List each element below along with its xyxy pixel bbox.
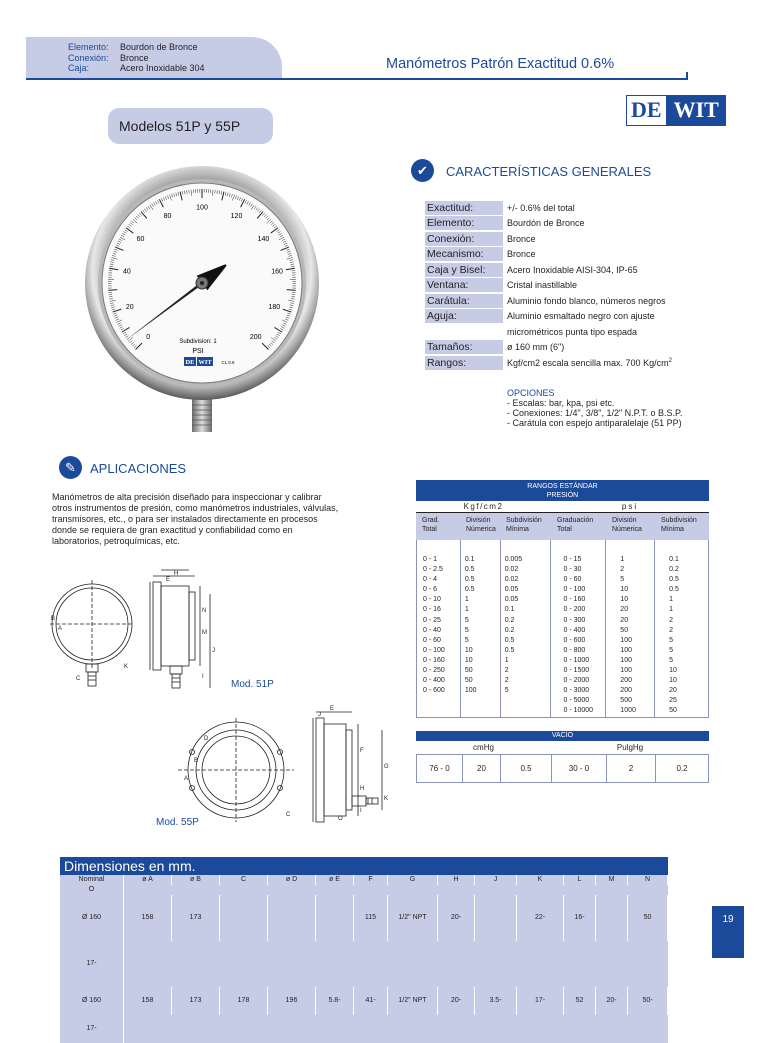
- gauge-illustration: [80, 165, 330, 435]
- applications-title: APLICACIONES: [90, 461, 186, 476]
- spec-row: [425, 247, 672, 263]
- brand-logo: [626, 95, 726, 126]
- ranges-cell: 50: [620, 626, 654, 636]
- ranges-cell: 200: [620, 676, 654, 686]
- spec-value: ø 160 mm (6"): [505, 342, 564, 352]
- spec-value: Bronce: [505, 249, 536, 259]
- dimensions-table: [60, 857, 668, 1043]
- dimensions-cell: [268, 895, 316, 941]
- unit-psi: psi: [551, 501, 709, 512]
- gauge-tick-label: 140: [258, 236, 270, 243]
- ranges-cell: 1: [669, 605, 708, 615]
- dimensions-cell: 1/2" NPT: [388, 895, 438, 941]
- gauge-tick-label: 80: [164, 213, 172, 220]
- dimensions-cell: [220, 895, 268, 941]
- gauge-tick: [287, 290, 296, 291]
- dim-letter: N: [202, 608, 206, 614]
- ranges-cell: 0 - 40: [423, 626, 460, 636]
- ranges-cell: 0 - 400: [563, 626, 605, 636]
- unit-pulghg: PulgHg: [551, 741, 709, 754]
- gauge-tick-label: 100: [196, 205, 208, 212]
- ranges-cell: 0 - 15: [563, 555, 605, 565]
- ranges-cell: 1000: [620, 706, 654, 716]
- ranges-cell: 20: [620, 616, 654, 626]
- dim-letter: A: [58, 626, 62, 632]
- dimensions-cell: F: [354, 875, 388, 885]
- gauge-hub-center: [200, 281, 204, 285]
- spec-row: [425, 355, 672, 371]
- dimensions-cell: 1/2" NPT: [388, 987, 438, 1015]
- ranges-cell: 0.5: [505, 636, 551, 646]
- header-rule: [26, 78, 688, 80]
- ranges-cell: 5: [465, 636, 500, 646]
- gauge-tick-label: 20: [126, 304, 134, 311]
- dimensions-cell: Ø 160: [60, 987, 124, 1015]
- vacuum-cell: 0.2: [656, 755, 708, 782]
- spec-value-superscript: 2: [669, 358, 672, 364]
- spec-value-text: Kgf/cm2 escala sencilla max. 700 Kg/cm: [507, 358, 669, 368]
- page-title: Manómetros Patrón Exactitud 0.6%: [386, 56, 614, 72]
- gauge-tick-label: 0: [146, 334, 150, 341]
- drawing-mod-51p: [50, 572, 230, 702]
- dim-letter: C: [286, 812, 291, 818]
- drawing-mod-55p: [178, 704, 406, 824]
- ranges-cell: 0.1: [669, 555, 708, 565]
- ranges-cell: 200: [620, 686, 654, 696]
- models-label: [108, 108, 273, 144]
- gauge-tick: [108, 290, 117, 291]
- ranges-cell: 2: [620, 565, 654, 575]
- spec-key: Caja y Bisel:: [425, 263, 503, 277]
- spec-value: Aluminio fondo blanco, números negros: [505, 296, 666, 306]
- dimensions-cell: 17-: [60, 1015, 124, 1043]
- ranges-cell: 0 - 400: [423, 676, 460, 686]
- spec-value: +/- 0.6% del total: [505, 203, 575, 213]
- header-row: [68, 63, 205, 74]
- spec-key: Exactitud:: [425, 201, 503, 215]
- gauge-logo-left-text: DE: [185, 359, 194, 366]
- features-title: CARACTERÍSTICAS GENERALES: [446, 164, 651, 179]
- gauge-subdivision: Subdivision: 1: [179, 339, 217, 345]
- dimensions-cell: J: [475, 875, 517, 885]
- spec-row: [425, 216, 672, 232]
- dim-letter: B: [194, 758, 198, 764]
- gauge-tick-label: 180: [268, 304, 280, 311]
- dimensions-cell: ø B: [172, 875, 220, 885]
- dim-letter: K: [384, 796, 388, 802]
- spec-row: [425, 309, 672, 325]
- ranges-cell: 0.2: [505, 616, 551, 626]
- vacuum-cell: 2: [607, 755, 656, 782]
- ranges-cell: 0.1: [465, 555, 500, 565]
- header-value: Acero Inoxidable 304: [120, 63, 205, 74]
- ranges-cell: 1: [669, 595, 708, 605]
- spec-row: [425, 293, 672, 309]
- ranges-cell: 100: [620, 666, 654, 676]
- spec-row: [425, 340, 672, 356]
- ranges-cell: 0 - 300: [563, 616, 605, 626]
- spec-row: [425, 324, 672, 340]
- ranges-column: [461, 540, 501, 717]
- spec-key: Mecanismo:: [425, 247, 503, 261]
- unit-kgf: Kgf/cm2: [416, 501, 551, 512]
- dimensions-cell: 115: [354, 895, 388, 941]
- ranges-cell: 0 - 25: [423, 616, 460, 626]
- ranges-cell: 0 - 10: [423, 595, 460, 605]
- ranges-cell: 10: [620, 585, 654, 595]
- ranges-cell: 20: [620, 605, 654, 615]
- ranges-cell: 0.02: [505, 565, 551, 575]
- dimensions-cell: 41-: [354, 987, 388, 1015]
- dim-letter: B: [51, 616, 55, 622]
- ranges-units-row: [416, 501, 709, 513]
- header-row: [68, 53, 205, 64]
- applications-text: Manómetros de alta precisión diseñado para inspeccionar y calibrar otros instrumentos de presión, como manómetros industriales, válvulas, transmisores, etc., o para ser instalados directamente en procesos donde se requiera de gran exactitud y confiabilidad como en laboratorios, petroquímicas, etc.: [52, 492, 344, 547]
- dim-letter: I: [202, 674, 204, 680]
- ranges-cell: 5: [465, 616, 500, 626]
- dimensions-cell: H: [438, 875, 475, 885]
- ranges-cell: 500: [620, 696, 654, 706]
- ranges-cell: 1: [465, 595, 500, 605]
- ranges-title-line1: RANGOS ESTÁNDAR: [416, 482, 709, 491]
- header-value: Bourdon de Bronce: [120, 42, 198, 53]
- gauge-tick-label: 160: [271, 269, 283, 276]
- mod-51p-label: Mod. 51P: [231, 679, 274, 690]
- dimensions-cell: G: [388, 875, 438, 885]
- dimensions-cell: ø D: [268, 875, 316, 885]
- spec-value: Cristal inastillable: [505, 280, 577, 290]
- vacuum-cell: 76 - 0: [417, 755, 463, 782]
- vacuum-units-row: [416, 741, 709, 755]
- spec-row: [425, 262, 672, 278]
- ranges-cell: 20: [669, 686, 708, 696]
- spec-value: Acero Inoxidable AISI-304, IP-65: [505, 265, 638, 275]
- ranges-cell: 0 - 4: [423, 575, 460, 585]
- ranges-cell: 0 - 100: [423, 646, 460, 656]
- dimensions-cell: 173: [172, 895, 220, 941]
- ranges-cell: 0 - 160: [563, 595, 605, 605]
- ranges-cell: 0 - 10000: [563, 706, 605, 716]
- spec-key: Conexión:: [425, 232, 503, 246]
- gauge-class: CL 0.6: [221, 360, 235, 365]
- ranges-cell: 100: [620, 656, 654, 666]
- ranges-cell: 10: [620, 595, 654, 605]
- gauge-tick-label: 120: [231, 213, 243, 220]
- spec-value: Bronce: [505, 234, 536, 244]
- dimensions-cell: 158: [124, 987, 172, 1015]
- dimensions-cell: 178: [220, 987, 268, 1015]
- dimensions-cell: ø E: [316, 875, 354, 885]
- dimensions-cell: [475, 895, 517, 941]
- ranges-cell: 5: [669, 656, 708, 666]
- ranges-cell: 0 - 800: [563, 646, 605, 656]
- ranges-cell: 10: [669, 676, 708, 686]
- dim-letter: O: [338, 816, 343, 822]
- dimensions-cell: 20-: [596, 987, 628, 1015]
- ranges-cell: 2: [669, 626, 708, 636]
- dimensions-cell: 196: [268, 987, 316, 1015]
- dim-letter: C: [76, 676, 81, 682]
- dimensions-row: [60, 895, 668, 987]
- spec-row: [425, 278, 672, 294]
- dimensions-cell: [596, 895, 628, 941]
- ranges-cell: 5: [620, 575, 654, 585]
- ranges-cell: 100: [620, 646, 654, 656]
- column-header: Subdivisión Mínima: [655, 513, 709, 540]
- spec-key: Aguja:: [425, 309, 503, 323]
- ranges-cell: 100: [465, 686, 500, 696]
- checkmark-icon: ✔: [411, 159, 434, 182]
- gauge-logo-right-text: WIT: [198, 359, 212, 366]
- column-header: División Númerica: [606, 513, 655, 540]
- dimensions-cell: 52: [564, 987, 596, 1015]
- ranges-cell: 5: [505, 686, 551, 696]
- ranges-cell: 2: [669, 616, 708, 626]
- ranges-cell: 0.05: [505, 595, 551, 605]
- ranges-title-line2: PRESIÓN: [416, 491, 709, 500]
- dimensions-cell: ø A: [124, 875, 172, 885]
- ranges-cell: 0.5: [465, 575, 500, 585]
- dimensions-cell: Ø 160: [60, 895, 124, 941]
- dimensions-cell: [316, 895, 354, 941]
- ranges-cell: 0.1: [505, 605, 551, 615]
- dimensions-cell: 22-: [517, 895, 564, 941]
- logo-part-left: DE: [627, 96, 666, 125]
- ranges-cell: 5: [669, 636, 708, 646]
- dim-letter: A: [184, 776, 188, 782]
- ranges-cell: 1: [505, 656, 551, 666]
- models-text: Modelos 51P y 55P: [119, 118, 240, 134]
- header-key: Conexión:: [68, 53, 120, 64]
- spec-value: Aluminio esmaltado negro con ajuste: [505, 311, 655, 321]
- dim-letter: M: [202, 630, 207, 636]
- ranges-cell: 0 - 60: [423, 636, 460, 646]
- ranges-cell: 2: [505, 676, 551, 686]
- features-list: [425, 200, 672, 371]
- ranges-cell: 1: [620, 555, 654, 565]
- dimensions-cell: 17-: [517, 987, 564, 1015]
- ranges-cell: 0 - 1: [423, 555, 460, 565]
- ranges-cell: 0 - 6: [423, 585, 460, 595]
- column-header: División Númerica: [460, 513, 500, 540]
- ranges-cell: 0 - 30: [563, 565, 605, 575]
- dimensions-cell: M: [596, 875, 628, 885]
- ranges-cell: 50: [465, 666, 500, 676]
- dimensions-cell: 3.5-: [475, 987, 517, 1015]
- ranges-column: [655, 540, 708, 717]
- spec-key: Rangos:: [425, 356, 503, 370]
- dimensions-title: Dimensiones en mm.: [60, 857, 668, 875]
- dim-letter: I: [360, 808, 362, 814]
- ranges-cell: 0.5: [505, 646, 551, 656]
- dimensions-cell: 5.8-: [316, 987, 354, 1015]
- page-number: 19: [712, 906, 744, 958]
- dimensions-cell: 50-: [628, 987, 668, 1015]
- spec-key: Ventana:: [425, 278, 503, 292]
- logo-part-right: WIT: [666, 96, 725, 125]
- dimensions-cell: 158: [124, 895, 172, 941]
- vacuum-row: [416, 755, 709, 783]
- vacuum-title: VACÍO: [416, 731, 709, 741]
- column-header: Graduación Total: [551, 513, 606, 540]
- options-title: OPCIONES: [507, 388, 682, 398]
- ranges-cell: 0 - 60: [563, 575, 605, 585]
- spec-value: [505, 358, 672, 368]
- ranges-header-row: [416, 513, 709, 540]
- spec-value: Bourdón de Bronce: [505, 218, 585, 228]
- ranges-cell: 0 - 1500: [563, 666, 605, 676]
- dimensions-header-row: [60, 875, 668, 895]
- ranges-cell: 0 - 250: [423, 666, 460, 676]
- ranges-cell: 0 - 200: [563, 605, 605, 615]
- ranges-cell: 2: [505, 666, 551, 676]
- dimensions-cell: 17-: [60, 941, 124, 987]
- ranges-cell: 0.2: [505, 626, 551, 636]
- ranges-cell: 10: [465, 656, 500, 666]
- spec-key: [425, 325, 503, 339]
- ranges-table-title: [416, 480, 709, 501]
- gauge-tick-label: 60: [137, 236, 145, 243]
- ranges-cell: 0.02: [505, 575, 551, 585]
- ranges-column: [606, 540, 655, 717]
- ranges-cell: 0.05: [505, 585, 551, 595]
- ranges-cell: 50: [669, 706, 708, 716]
- ranges-table: [416, 480, 709, 718]
- ranges-cell: 0.5: [465, 585, 500, 595]
- dimensions-cell: O: [60, 885, 124, 895]
- gauge-tick-label: 200: [250, 334, 262, 341]
- gauge-unit: PSI: [192, 348, 203, 355]
- header-spec-list: [68, 42, 205, 74]
- header-rule-tick: [686, 72, 688, 80]
- ranges-cell: 0 - 1000: [563, 656, 605, 666]
- ranges-cell: 0 - 16: [423, 605, 460, 615]
- ranges-cell: 0.5: [669, 585, 708, 595]
- ranges-cell: 5: [465, 626, 500, 636]
- ranges-cell: 0.2: [669, 565, 708, 575]
- header-key: Caja:: [68, 63, 120, 74]
- dimensions-cell: 173: [172, 987, 220, 1015]
- spec-key: Tamaños:: [425, 340, 503, 354]
- wrench-icon: ✎: [59, 456, 82, 479]
- ranges-cell: 25: [669, 696, 708, 706]
- unit-cmhg: cmHg: [416, 741, 551, 754]
- dimensions-cell: N: [628, 875, 668, 885]
- ranges-cell: 10: [669, 666, 708, 676]
- dimensions-row: [60, 987, 668, 1043]
- dimensions-cell: 16-: [564, 895, 596, 941]
- ranges-cell: 0.5: [669, 575, 708, 585]
- column-header: Grad. Total: [416, 513, 460, 540]
- spec-row: [425, 200, 672, 216]
- ranges-cell: 0 - 100: [563, 585, 605, 595]
- header-value: Bronce: [120, 53, 149, 64]
- dimensions-cell: Nominal: [60, 875, 124, 885]
- ranges-cell: 0 - 600: [423, 686, 460, 696]
- column-header: Subdivisión Mínima: [500, 513, 551, 540]
- dim-letter: D: [204, 736, 209, 742]
- ranges-cell: 0.5: [465, 565, 500, 575]
- dimensions-cell: L: [564, 875, 596, 885]
- ranges-cell: 50: [465, 676, 500, 686]
- dimensions-cell: C: [220, 875, 268, 885]
- vacuum-cell: 20: [463, 755, 501, 782]
- dim-letter: F: [360, 748, 364, 754]
- ranges-cell: 0 - 3000: [563, 686, 605, 696]
- options-item: - Escalas: bar, kpa, psi etc.: [507, 398, 682, 408]
- dimensions-cell: K: [517, 875, 564, 885]
- vacuum-cell: 0.5: [501, 755, 552, 782]
- options-item: - Carátula con espejo antiparalelaje (51 PP): [507, 418, 682, 428]
- mod-55p-label: Mod. 55P: [156, 817, 199, 828]
- spec-key: Carátula:: [425, 294, 503, 308]
- spec-row: [425, 231, 672, 247]
- dim-letter: K: [124, 664, 128, 670]
- ranges-cell: 100: [620, 636, 654, 646]
- vacuum-table: [416, 731, 709, 783]
- ranges-column: [417, 540, 461, 717]
- gauge-tick-label: 40: [123, 269, 131, 276]
- ranges-cell: 0 - 600: [563, 636, 605, 646]
- ranges-column: [551, 540, 606, 717]
- ranges-cell: 0 - 160: [423, 656, 460, 666]
- dim-letter: J: [212, 648, 215, 654]
- options-block: [507, 388, 682, 428]
- ranges-body: [416, 540, 709, 718]
- ranges-column: [501, 540, 552, 717]
- header-row: [68, 42, 205, 53]
- vacuum-cell: 30 - 0: [552, 755, 607, 782]
- dimensions-cell: 50: [628, 895, 668, 941]
- ranges-cell: 0 - 2.5: [423, 565, 460, 575]
- dimensions-cell: 20-: [438, 895, 475, 941]
- dim-letter: E: [330, 706, 334, 712]
- gauge-thread: [192, 399, 212, 432]
- ranges-cell: 0 - 2000: [563, 676, 605, 686]
- dim-letter: H: [360, 786, 364, 792]
- options-item: - Conexiones: 1/4", 3/8", 1/2" N.P.T. o B.S.P.: [507, 408, 682, 418]
- dim-letter: E: [166, 577, 170, 583]
- ranges-cell: 10: [465, 646, 500, 656]
- ranges-cell: 1: [465, 605, 500, 615]
- spec-value: micrométricos punta tipo espada: [505, 327, 637, 337]
- dim-letter: J: [318, 712, 321, 718]
- ranges-cell: 0 - 5000: [563, 696, 605, 706]
- dim-letter: G: [384, 764, 389, 770]
- spec-key: Elemento:: [425, 216, 503, 230]
- header-key: Elemento:: [68, 42, 120, 53]
- dimensions-cell: 20-: [438, 987, 475, 1015]
- ranges-cell: 0.005: [505, 555, 551, 565]
- dim-letter: H: [174, 571, 178, 577]
- ranges-cell: 5: [669, 646, 708, 656]
